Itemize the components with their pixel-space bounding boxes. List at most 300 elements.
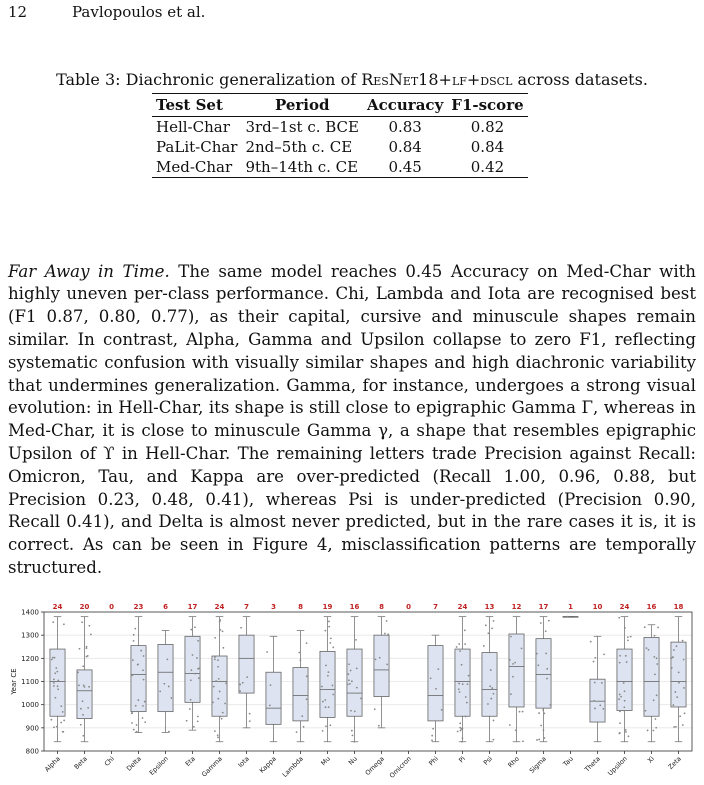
x-tick-label: Phi: [427, 754, 440, 768]
body-paragraph: [8, 261, 696, 580]
data-point: [593, 661, 595, 663]
data-point: [131, 713, 133, 715]
data-point: [543, 712, 545, 714]
data-point: [63, 623, 65, 625]
data-point: [133, 640, 135, 642]
count-label: 16: [349, 603, 360, 611]
data-point: [386, 620, 388, 622]
data-point: [654, 635, 656, 637]
data-point: [306, 675, 308, 677]
data-point: [328, 706, 330, 708]
cell-accuracy: 0.83: [388, 118, 422, 136]
data-point: [239, 684, 241, 686]
data-point: [79, 648, 81, 650]
data-point: [82, 700, 84, 702]
data-point: [140, 650, 142, 652]
data-point: [50, 719, 52, 721]
data-point: [219, 716, 221, 718]
data-point: [456, 646, 458, 648]
data-point: [490, 698, 492, 700]
data-point: [509, 659, 511, 661]
data-point: [457, 731, 459, 733]
data-point: [487, 703, 489, 705]
data-point: [355, 639, 357, 641]
data-point: [431, 735, 433, 737]
data-point: [656, 663, 658, 665]
col-period: Period: [241, 94, 363, 117]
data-point: [55, 667, 57, 669]
box: [239, 635, 254, 693]
data-point: [648, 649, 650, 651]
data-point: [674, 691, 676, 693]
data-point: [653, 699, 655, 701]
box: [158, 644, 173, 711]
data-point: [682, 724, 684, 726]
box: [320, 651, 335, 717]
count-label: 24: [214, 603, 225, 611]
data-point: [197, 720, 199, 722]
data-point: [510, 693, 512, 695]
data-point: [492, 739, 494, 741]
count-label: 19: [322, 603, 333, 611]
x-tick-label: Epsilon: [147, 754, 170, 777]
data-point: [671, 667, 673, 669]
y-tick-label: 1300: [21, 631, 39, 640]
data-point: [603, 653, 605, 655]
data-point: [332, 647, 334, 649]
data-point: [136, 724, 138, 726]
data-point: [191, 669, 193, 671]
data-point: [53, 726, 55, 728]
data-point: [682, 640, 684, 642]
data-point: [461, 728, 463, 730]
data-point: [431, 739, 433, 741]
data-point: [329, 724, 331, 726]
data-point: [618, 733, 620, 735]
page-number: 12: [8, 3, 28, 21]
data-point: [618, 617, 620, 619]
data-point: [378, 725, 380, 727]
data-point: [462, 737, 464, 739]
data-point: [90, 633, 92, 635]
y-tick-label: 800: [25, 747, 39, 756]
data-point: [239, 690, 241, 692]
data-point: [53, 685, 55, 687]
data-point: [81, 621, 83, 623]
box: [293, 668, 308, 721]
data-point: [514, 662, 516, 664]
data-point: [522, 740, 524, 742]
data-point: [567, 616, 569, 618]
data-point: [219, 621, 221, 623]
box: [590, 679, 605, 722]
data-point: [379, 657, 381, 659]
data-point: [222, 630, 224, 632]
data-point: [678, 672, 680, 674]
data-point: [143, 655, 145, 657]
data-point: [522, 711, 524, 713]
data-point: [653, 656, 655, 658]
data-point: [135, 705, 137, 707]
data-point: [196, 657, 198, 659]
data-point: [618, 698, 620, 700]
data-point: [625, 729, 627, 731]
data-point: [599, 704, 601, 706]
box: [374, 635, 389, 696]
data-point: [466, 702, 468, 704]
data-point: [374, 708, 376, 710]
data-point: [193, 726, 195, 728]
data-point: [306, 698, 308, 700]
data-point: [540, 725, 542, 727]
data-point: [678, 682, 680, 684]
data-point: [435, 688, 437, 690]
data-point: [656, 694, 658, 696]
data-point: [198, 677, 200, 679]
data-point: [510, 636, 512, 638]
data-point: [458, 683, 460, 685]
data-point: [652, 730, 654, 732]
data-point: [348, 679, 350, 681]
data-point: [620, 696, 622, 698]
box: [482, 653, 497, 717]
data-point: [647, 730, 649, 732]
count-label: 24: [619, 603, 630, 611]
data-point: [194, 673, 196, 675]
data-point: [459, 691, 461, 693]
data-point: [387, 633, 389, 635]
y-tick-label: 1200: [21, 654, 39, 663]
data-point: [627, 640, 629, 642]
data-point: [63, 720, 65, 722]
data-point: [656, 657, 658, 659]
data-point: [458, 643, 460, 645]
count-label: 8: [298, 603, 303, 611]
data-point: [545, 653, 547, 655]
data-point: [673, 649, 675, 651]
data-point: [512, 676, 514, 678]
x-tick-label: Sigma: [527, 754, 548, 775]
data-point: [82, 735, 84, 737]
data-point: [143, 679, 145, 681]
data-point: [356, 667, 358, 669]
count-label: 12: [511, 603, 522, 611]
count-label: 16: [646, 603, 657, 611]
data-point: [83, 684, 85, 686]
data-point: [644, 626, 646, 628]
count-label: 7: [433, 603, 438, 611]
data-point: [222, 712, 224, 714]
data-point: [133, 634, 135, 636]
x-tick-label: Alpha: [43, 754, 62, 774]
data-point: [144, 721, 146, 723]
data-point: [222, 647, 224, 649]
data-point: [590, 641, 592, 643]
count-label: 23: [133, 603, 144, 611]
data-point: [332, 685, 334, 687]
data-point: [303, 726, 305, 728]
data-point: [624, 690, 626, 692]
data-point: [62, 711, 64, 713]
data-point: [536, 653, 538, 655]
data-point: [328, 621, 330, 623]
count-label: 24: [457, 603, 468, 611]
data-point: [491, 627, 493, 629]
count-label: 8: [379, 603, 384, 611]
data-point: [214, 658, 216, 660]
data-point: [628, 735, 630, 737]
x-tick-label: Delta: [124, 754, 143, 773]
count-label: 0: [406, 603, 411, 611]
data-point: [321, 686, 323, 688]
data-point: [219, 619, 221, 621]
data-point: [683, 659, 685, 661]
data-point: [619, 662, 621, 664]
data-point: [483, 645, 485, 647]
data-point: [213, 686, 215, 688]
data-point: [672, 704, 674, 706]
data-point: [432, 728, 434, 730]
data-point: [217, 666, 219, 668]
data-point: [493, 720, 495, 722]
data-point: [168, 686, 170, 688]
box: [455, 649, 470, 716]
data-point: [348, 663, 350, 665]
data-point: [467, 683, 469, 685]
data-point: [521, 647, 523, 649]
data-point: [55, 697, 57, 699]
cell-f1: 0.42: [447, 157, 527, 178]
data-point: [296, 731, 298, 733]
data-point: [306, 642, 308, 644]
count-label: 17: [538, 603, 549, 611]
table-row: [152, 117, 528, 138]
data-point: [623, 710, 625, 712]
y-tick-label: 1000: [21, 701, 39, 710]
data-point: [465, 696, 467, 698]
data-point: [548, 620, 550, 622]
x-tick-label: Rho: [506, 754, 521, 770]
data-point: [52, 657, 54, 659]
data-point: [623, 706, 625, 708]
x-tick-label: Chi: [102, 754, 116, 768]
cell-period: 9th–14th c. CE: [241, 157, 363, 178]
data-point: [168, 731, 170, 733]
count-label: 13: [484, 603, 495, 611]
data-point: [624, 627, 626, 629]
data-point: [536, 739, 538, 741]
paragraph-body: The same model reaches 0.45 Accuracy on Med-Char with highly uneven per-class performance. Chi, Lambda and Iota are recognised best (F1 0.87, 0.80, 0.77), as their capital, cursive and minuscule shapes remain similar. In contrast, Alpha, Gamma and Upsilon collapse to zero F1, reflecting systematic confusion with visually similar shapes and high diachronic variability that undermines generalization. Gamma, for instance, undergoes a strong visual evolution: in Hell-Char, its shape is still close to epigraphic Gamma Γ, whereas in Med-Char, it is close to minuscule Gamma γ, a shape that resembles epigraphic Upsilon of ϒ in Hell-Char. The remaining letters trade Precision against Recall: Omicron, Tau, and Kappa are over-predicted (Recall 1.00, 0.96, 0.88, but Precision 0.23, 0.48, 0.41), whereas Psi is under-predicted (Precision 0.90, Recall 0.41), and Delta is almost never predicted, but in the rare cases it is, it is correct. As can be seen in Figure 4, misclassification patterns are temporally structured.: [8, 261, 696, 577]
data-point: [683, 687, 685, 689]
data-point: [322, 730, 324, 732]
data-point: [192, 654, 194, 656]
data-point: [460, 730, 462, 732]
box: [671, 642, 686, 707]
data-point: [624, 700, 626, 702]
data-point: [619, 722, 621, 724]
data-point: [136, 731, 138, 733]
x-tick-label: Tau: [561, 754, 575, 769]
x-tick-label: Pi: [457, 754, 467, 765]
data-point: [630, 636, 632, 638]
cell-f1: 0.82: [470, 118, 505, 136]
data-point: [538, 712, 540, 714]
data-point: [594, 682, 596, 684]
data-point: [142, 705, 144, 707]
col-accuracy: Accuracy: [363, 94, 447, 117]
data-point: [627, 636, 629, 638]
data-point: [190, 629, 192, 631]
data-point: [489, 685, 491, 687]
data-point: [594, 708, 596, 710]
data-point: [542, 709, 544, 711]
data-point: [671, 657, 673, 659]
data-point: [327, 675, 329, 677]
data-point: [673, 726, 675, 728]
x-tick-label: Mu: [319, 754, 332, 768]
data-point: [543, 737, 545, 739]
data-point: [87, 707, 89, 709]
data-point: [57, 685, 59, 687]
data-point: [675, 726, 677, 728]
count-label: 17: [187, 603, 198, 611]
data-point: [676, 696, 678, 698]
data-point: [325, 706, 327, 708]
count-label: 20: [79, 603, 90, 611]
data-point: [676, 645, 678, 647]
data-point: [655, 727, 657, 729]
data-point: [601, 682, 603, 684]
data-point: [217, 734, 219, 736]
box: [347, 649, 362, 716]
x-tick-label: Xi: [645, 754, 656, 765]
data-point: [646, 647, 648, 649]
data-point: [348, 673, 350, 675]
x-tick-label: Psi: [481, 754, 494, 767]
data-point: [131, 722, 133, 724]
data-point: [549, 704, 551, 706]
data-point: [543, 729, 545, 731]
data-point: [437, 668, 439, 670]
box: [266, 672, 281, 724]
count-label: 18: [673, 603, 684, 611]
data-point: [441, 709, 443, 711]
data-point: [540, 622, 542, 624]
data-point: [351, 680, 353, 682]
x-tick-label: Nu: [346, 754, 359, 767]
data-point: [353, 741, 355, 743]
data-point: [225, 682, 227, 684]
y-tick-label: 1400: [21, 608, 39, 617]
x-tick-label: Upsilon: [606, 754, 629, 778]
data-point: [190, 699, 192, 701]
data-point: [328, 626, 330, 628]
data-point: [654, 674, 656, 676]
cell-test-set: Med-Char: [152, 157, 241, 178]
data-point: [623, 682, 625, 684]
count-label: 3: [271, 603, 276, 611]
data-point: [249, 713, 251, 715]
data-point: [218, 678, 220, 680]
x-tick-label: Zeta: [666, 754, 683, 772]
x-tick-label: Iota: [236, 754, 251, 770]
data-point: [137, 699, 139, 701]
x-tick-label: Omicron: [387, 754, 413, 780]
count-label: 0: [109, 603, 114, 611]
data-point: [57, 679, 59, 681]
data-point: [54, 672, 56, 674]
data-point: [491, 687, 493, 689]
data-point: [53, 682, 55, 684]
data-point: [221, 718, 223, 720]
data-point: [266, 651, 268, 653]
data-point: [325, 725, 327, 727]
data-point: [270, 684, 272, 686]
cell-accuracy: 0.84: [388, 138, 422, 156]
y-tick-label: 1100: [21, 678, 39, 686]
data-point: [60, 722, 62, 724]
data-point: [324, 699, 326, 701]
data-point: [679, 715, 681, 717]
data-point: [458, 688, 460, 690]
data-point: [509, 724, 511, 726]
data-point: [80, 724, 82, 726]
data-point: [134, 628, 136, 630]
count-label: 1: [568, 603, 573, 611]
data-point: [519, 711, 521, 713]
data-point: [329, 642, 331, 644]
data-point: [298, 652, 300, 654]
x-tick-label: Kappa: [257, 754, 278, 775]
x-tick-label: Theta: [583, 754, 602, 774]
data-point: [132, 674, 134, 676]
data-point: [56, 671, 58, 673]
x-tick-label: Lambda: [280, 754, 305, 779]
data-point: [594, 657, 596, 659]
data-point: [655, 718, 657, 720]
data-point: [487, 632, 489, 634]
data-point: [189, 708, 191, 710]
data-point: [144, 701, 146, 703]
data-point: [78, 684, 80, 686]
data-point: [82, 665, 84, 667]
data-point: [77, 671, 79, 673]
data-point: [356, 687, 358, 689]
table-caption: [0, 70, 704, 89]
data-point: [217, 659, 219, 661]
data-point: [197, 640, 199, 642]
data-point: [242, 682, 244, 684]
data-point: [89, 625, 91, 627]
data-point: [159, 690, 161, 692]
data-point: [53, 678, 55, 680]
data-point: [546, 678, 548, 680]
data-point: [332, 694, 334, 696]
box: [77, 670, 92, 719]
boxplot-figure: [0, 600, 704, 785]
data-point: [462, 683, 464, 685]
data-point: [240, 627, 242, 629]
data-point: [386, 664, 388, 666]
data-point: [537, 664, 539, 666]
data-point: [360, 697, 362, 699]
results-table: [152, 93, 528, 178]
data-point: [625, 655, 627, 657]
box: [509, 634, 524, 707]
data-point: [351, 730, 353, 732]
data-point: [142, 669, 144, 671]
data-point: [626, 661, 628, 663]
